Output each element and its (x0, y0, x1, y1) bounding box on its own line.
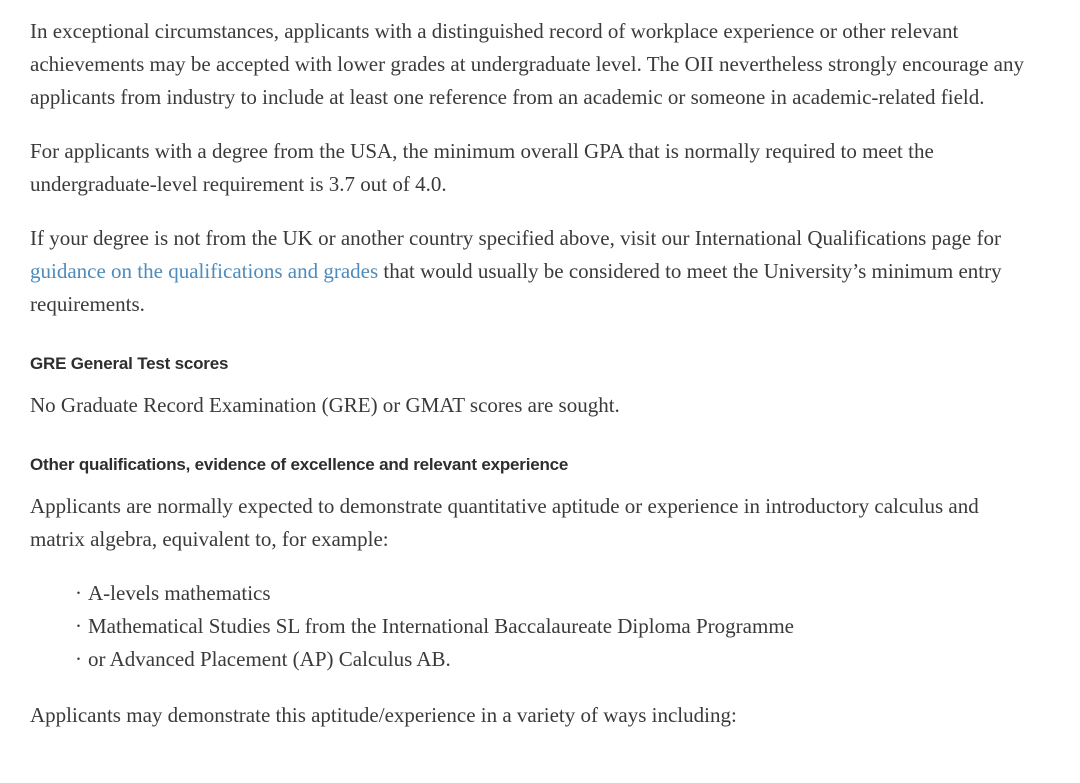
qualifications-and-grades-link[interactable]: guidance on the qualifications and grades (30, 259, 379, 283)
paragraph-quantitative-aptitude: Applicants are normally expected to demonstrate quantitative aptitude or experience in introductory calculus and matrix algebra, equivalent to, for example: (30, 494, 979, 551)
paragraph-international-qualifications (30, 222, 1032, 321)
aptitude-examples-list (30, 577, 1032, 676)
paragraph-international-text-after-link: that would usually be considered to meet the University’s minimum entry requirements. (30, 259, 1002, 316)
paragraph-exceptional-circumstances: In exceptional circumstances, applicants with a distinguished record of workplace experience or other relevant achievements may be accepted with lower grades at undergraduate level. The OII nevertheless strongly encourage any applicants from industry to include at least one reference from an academic or someone in academic-related field. (30, 19, 1024, 109)
heading-gre-general-test-scores: GRE General Test scores (30, 354, 229, 373)
paragraph-gre-gmat: No Graduate Record Examination (GRE) or GMAT scores are sought. (30, 393, 620, 417)
list-item-ib-mathematical-studies: · Mathematical Studies SL from the International Baccalaureate Diploma Programme (75, 610, 1032, 643)
list-item-a-levels: · A-levels mathematics (75, 577, 1032, 610)
paragraph-international-text-before-link: If your degree is not from the UK or another country specified above, visit our International Qualifications page for (30, 226, 1001, 250)
paragraph-usa-gpa: For applicants with a degree from the USA, the minimum overall GPA that is normally required to meet the undergraduate-level requirement is 3.7 out of 4.0. (30, 139, 934, 196)
list-item-ap-calculus: · or Advanced Placement (AP) Calculus AB. (75, 643, 1032, 676)
paragraph-demonstrate-aptitude: Applicants may demonstrate this aptitude/experience in a variety of ways including: (30, 703, 737, 727)
heading-other-qualifications: Other qualifications, evidence of excellence and relevant experience (30, 455, 569, 474)
